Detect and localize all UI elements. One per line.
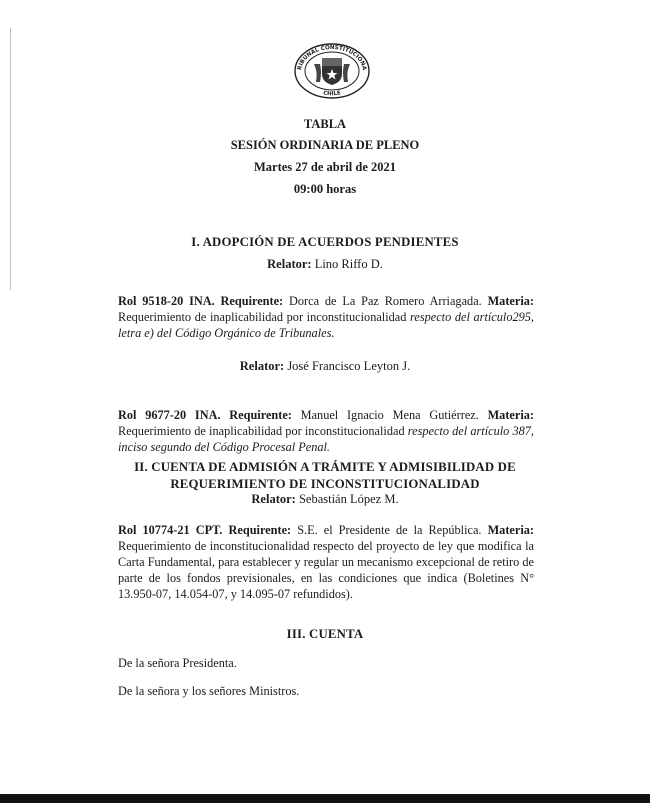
- case-materia-text: Requerimiento de inconstitucionalidad respecto del proyecto de ley que modifica la Carta Fundamental, para establecer y regular un mecanismo excepcional de retiro de parte de los fondos previsionales, en las condiciones que indica (Boletines N° 13.950-07, 14.054-07, y 14.095-07 refundidos).: [118, 539, 534, 601]
- bottom-bar: [0, 794, 650, 803]
- svg-text:TRIBUNAL CONSTITUCIONAL: RIBUNAL CONSTITUCIONA: [297, 44, 367, 71]
- section-1-relator: [0, 257, 650, 272]
- document-title: TABLA: [303, 117, 347, 131]
- case-rol: Rol 9677-20 INA. Requirente:: [118, 408, 292, 422]
- case-rol: Rol 10774-21 CPT. Requirente:: [118, 523, 292, 537]
- svg-text:CHILE: CHILE: [322, 90, 342, 98]
- relator-label: Relator:: [267, 257, 312, 271]
- cuenta-line-1: De la señora Presidenta.: [118, 656, 237, 670]
- case-10774-paragraph: [118, 522, 534, 602]
- case-requirente: Manuel Ignacio Mena Gutiérrez.: [300, 408, 479, 422]
- relator-name: Lino Riffo D.: [314, 257, 383, 271]
- relator-name: José Francisco Leyton J.: [287, 359, 411, 373]
- section-2-title-line-2: REQUERIMIENTO DE INCONSTITUCIONALIDAD: [170, 477, 480, 491]
- relator-label: Relator:: [239, 359, 285, 373]
- section-3-title: III. CUENTA: [286, 627, 364, 641]
- tribunal-seal-logo: [292, 42, 372, 100]
- case-materia-label: Materia:: [487, 408, 535, 422]
- section-1-relator-2: [0, 359, 650, 374]
- case-9518-paragraph: [118, 293, 534, 341]
- case-materia-italic: respecto del artículo 387, inciso segundo del Código Procesal Penal.: [118, 424, 535, 454]
- case-rol: Rol 9518-20 INA. Requirente:: [118, 294, 284, 308]
- case-requirente: Dorca de La Paz Romero Arriagada.: [289, 294, 482, 308]
- case-requirente: S.E. el Presidente de la República.: [297, 523, 482, 537]
- case-materia-text: Requerimiento de inaplicabilidad por inconstitucionalidad: [118, 424, 405, 438]
- case-materia-italic: respecto del artículo295, letra e) del Código Orgánico de Tribunales.: [118, 310, 534, 340]
- page-edge-line: [10, 28, 11, 290]
- cuenta-line-2: De la señora y los señores Ministros.: [118, 684, 300, 698]
- session-date: Martes 27 de abril de 2021: [254, 160, 396, 174]
- case-materia-label: Materia:: [487, 294, 535, 308]
- session-time: 09:00 horas: [293, 182, 357, 196]
- section-1-title: I. ADOPCIÓN DE ACUERDOS PENDIENTES: [191, 235, 459, 249]
- case-materia-text: Requerimiento de inaplicabilidad por inconstitucionalidad: [118, 310, 407, 324]
- case-materia-label: Materia:: [487, 523, 534, 537]
- session-title: SESIÓN ORDINARIA DE PLENO: [230, 138, 420, 152]
- section-2-title-line-1: II. CUENTA DE ADMISIÓN A TRÁMITE Y ADMISIBILIDAD DE: [134, 460, 516, 474]
- relator-name: Sebastián López M.: [298, 492, 399, 506]
- section-2-relator: [0, 492, 650, 507]
- case-9677-paragraph: [118, 407, 534, 455]
- relator-label: Relator:: [251, 492, 296, 506]
